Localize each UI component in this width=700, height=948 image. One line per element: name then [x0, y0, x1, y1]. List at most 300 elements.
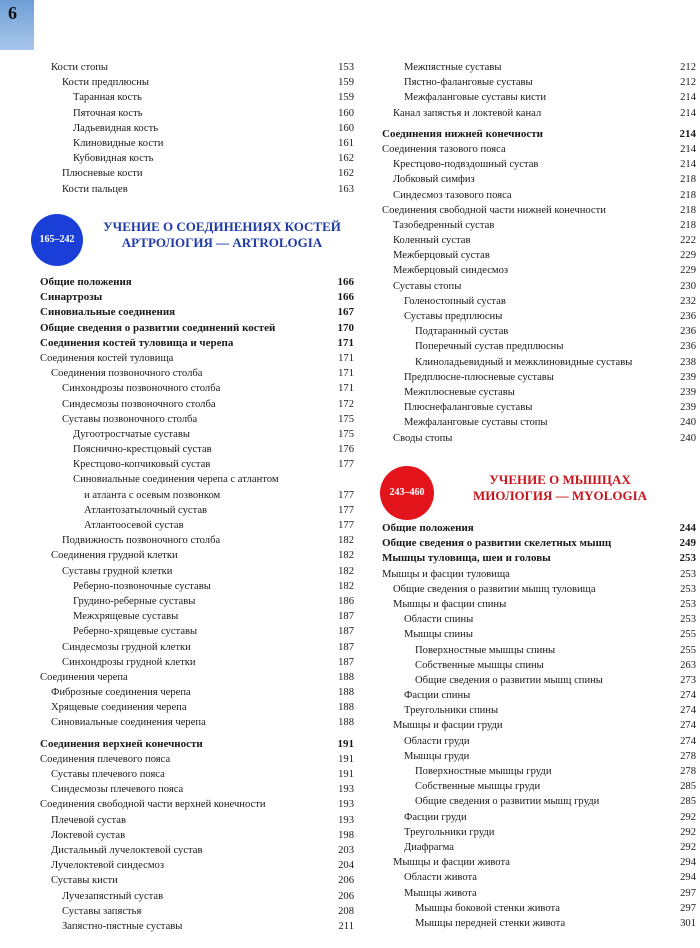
- toc-entry-title: Соединения свободной части нижней конечности: [382, 204, 606, 216]
- toc-entry: [382, 248, 696, 263]
- toc-entry-page: 187: [338, 641, 354, 653]
- toc-entry-page: 274: [680, 720, 696, 732]
- toc-entry: [382, 810, 696, 825]
- toc-entry: [40, 442, 354, 457]
- toc-entry: [40, 60, 354, 75]
- toc-entry-page: 166: [337, 291, 354, 304]
- artrology-page-range-badge: 165–242: [31, 214, 83, 266]
- toc-entry-page: 263: [680, 659, 696, 671]
- miology-title-line1: УЧЕНИЕ О МЫШЦАХ: [489, 472, 631, 487]
- toc-entry-title: Грудино-реберные суставы: [73, 595, 196, 607]
- toc-entry-title: Таранная кость: [73, 92, 142, 104]
- toc-entry-page: 239: [680, 371, 696, 383]
- toc-entry: [40, 533, 354, 548]
- toc-entry-title: Мышцы спины: [404, 629, 473, 641]
- artrology-section-header: [40, 209, 354, 265]
- toc-entry-title: Лобковый симфиз: [393, 174, 475, 186]
- toc-entry: [382, 106, 696, 121]
- toc-entry-title: Крестцово-подвздошный сустав: [393, 159, 539, 171]
- toc-entry: [40, 828, 354, 843]
- toc-entry-page: 211: [338, 920, 354, 932]
- toc-entry-title: Подвижность позвоночного столба: [62, 535, 221, 547]
- toc-entry-page: 170: [337, 321, 354, 334]
- toc-entry: [40, 90, 354, 105]
- toc-entry-title: Общие сведения о развитии мышц груди: [415, 796, 600, 808]
- toc-entry: [382, 521, 696, 536]
- toc-entry: [40, 275, 354, 290]
- toc-entry: [40, 397, 354, 412]
- toc-entry: [40, 472, 354, 487]
- toc-entry-title: Синартрозы: [40, 291, 103, 304]
- toc-entry-title: Кубовидная кость: [73, 153, 154, 165]
- toc-entry-page: 166: [337, 276, 354, 288]
- toc-entry-title: Дугоотростчатые суставы: [73, 428, 191, 440]
- toc-entry: [382, 233, 696, 248]
- toc-entry: [40, 305, 354, 320]
- toc-entry: [40, 290, 354, 305]
- toc-entry-page: 218: [680, 204, 696, 216]
- toc-entry-page: 292: [680, 841, 696, 853]
- toc-entry-title: Предплюсне-плюсневые суставы: [404, 371, 554, 383]
- toc-entry: [40, 873, 354, 888]
- left-column-entries: [40, 275, 354, 934]
- toc-entry: [40, 767, 354, 782]
- toc-entry: [382, 60, 696, 75]
- toc-entry-page: 214: [680, 107, 696, 119]
- toc-entry: [40, 752, 354, 767]
- toc-entry-title: Кости предплюсны: [62, 77, 150, 89]
- toc-entry-title: Синхондрозы позвоночного столба: [62, 383, 221, 395]
- toc-entry: [382, 415, 696, 430]
- toc-entry: [382, 734, 696, 749]
- toc-entry-title: Мышцы и фасции груди: [393, 720, 503, 732]
- toc-entry-page: 297: [680, 902, 696, 914]
- toc-entry-page: 204: [338, 860, 354, 872]
- toc-entry-page: 285: [680, 796, 696, 808]
- toc-entry: [40, 609, 354, 624]
- toc-entry-title: Межберцовый сустав: [393, 250, 490, 262]
- toc-entry-title: Общие сведения о развитии скелетных мышц: [382, 537, 612, 550]
- toc-entry-page: 193: [338, 784, 354, 796]
- toc-entry-page: 218: [680, 219, 696, 231]
- toc-entry-title: Мышцы груди: [404, 750, 470, 762]
- miology-title: [442, 472, 678, 504]
- toc-entry-title: Коленный сустав: [393, 235, 471, 247]
- toc-entry-title: Плюснефаланговые суставы: [404, 402, 533, 414]
- toc-entry-page: 274: [680, 705, 696, 717]
- toc-entry: [382, 142, 696, 157]
- toc-entry-page: 229: [680, 265, 696, 277]
- toc-entry-page: 171: [338, 368, 354, 380]
- toc-entry-page: 239: [680, 386, 696, 398]
- toc-entry-title: Поперечный сустав предплюсны: [415, 341, 564, 353]
- toc-entry-page: 162: [338, 153, 354, 165]
- toc-entry-page: 285: [680, 781, 696, 793]
- toc-entry-title: Мышцы и фасции живота: [393, 857, 510, 869]
- toc-entry-page: 214: [680, 143, 696, 155]
- toc-entry-title: Синдесмозы грудной клетки: [62, 641, 191, 653]
- toc-entry-page: 206: [338, 890, 354, 902]
- toc-entry-title: Общие сведения о развитии мышц туловища: [393, 583, 596, 595]
- toc-entry: [40, 518, 354, 533]
- toc-entry-title: Соединения нижней конечности: [382, 127, 543, 140]
- toc-entry-title: Треугольники спины: [404, 705, 499, 717]
- toc-entry: [382, 294, 696, 309]
- toc-entry: [40, 106, 354, 121]
- toc-entry-title: Фасции спины: [404, 690, 471, 702]
- toc-entry: [382, 203, 696, 218]
- toc-entry-title: Соединения костей туловища и черепа: [40, 336, 234, 349]
- toc-entry-title: Синовиальные соединения: [40, 306, 176, 319]
- toc-entry-page: 171: [337, 336, 354, 349]
- toc-entry-page: 182: [338, 565, 354, 577]
- toc-entry-title: Кости стопы: [51, 62, 109, 73]
- toc-entry: [40, 670, 354, 685]
- toc-entry-title: и атланта с осевым позвонком: [84, 489, 221, 501]
- toc-entry-title: Суставы стопы: [393, 280, 462, 292]
- toc-entry-page: 176: [338, 444, 354, 456]
- toc-entry-page: 236: [680, 326, 696, 338]
- toc-entry-page: 236: [680, 311, 696, 322]
- toc-entry-page: 278: [680, 750, 696, 762]
- toc-entry-page: 214: [679, 127, 696, 140]
- toc-entry-title: Суставы плечевого пояса: [51, 769, 165, 780]
- toc-entry: [40, 151, 354, 166]
- toc-entry: [40, 336, 354, 351]
- toc-entry-title: Мышцы передней стенки живота: [415, 917, 566, 929]
- toc-entry: [40, 624, 354, 639]
- toc-entry-page: 182: [338, 535, 354, 547]
- toc-entry: [40, 889, 354, 904]
- toc-entry-page: 160: [338, 122, 354, 134]
- toc-entry: [40, 797, 354, 812]
- toc-entry-page: 274: [680, 690, 696, 702]
- toc-entry-title: Пяточная кость: [73, 107, 143, 119]
- toc-entry-title: Крестцово-копчиковый сустав: [73, 459, 211, 471]
- toc-entry: [40, 457, 354, 472]
- toc-entry-title: Межфаланговые суставы стопы: [404, 417, 548, 429]
- toc-entry-page: 240: [680, 432, 696, 444]
- toc-entry: [40, 366, 354, 381]
- toc-entry-page: 292: [680, 826, 696, 838]
- page-number-tab: [0, 0, 34, 50]
- toc-entry-title: Области живота: [404, 872, 477, 884]
- toc-entry: [382, 673, 696, 688]
- toc-entry: [40, 412, 354, 427]
- toc-entry-title: Атлантозатылочный сустав: [84, 504, 208, 516]
- toc-entry-page: 255: [680, 644, 696, 656]
- toc-entry-title: Синдесмоз тазового пояса: [393, 189, 512, 201]
- toc-entry-title: Кости пальцев: [62, 183, 128, 195]
- toc-entry-page: 232: [680, 295, 696, 307]
- toc-entry: [40, 579, 354, 594]
- toc-entry-page: 182: [338, 580, 354, 592]
- toc-entry: [382, 825, 696, 840]
- toc-entry: [40, 427, 354, 442]
- toc-entry-page: 163: [338, 183, 354, 195]
- toc-entry: [40, 858, 354, 873]
- toc-entry-page: 177: [338, 459, 354, 471]
- toc-entry-page: 294: [680, 857, 696, 869]
- toc-entry-page: 191: [337, 737, 354, 750]
- toc-entry-page: 188: [338, 671, 354, 683]
- toc-entry-page: 274: [680, 735, 696, 747]
- toc-entry-page: 177: [338, 489, 354, 501]
- toc-entry-page: 172: [338, 398, 354, 410]
- toc-entry-title: Мышцы и фасции туловища: [382, 568, 510, 580]
- toc-entry: [40, 919, 354, 934]
- toc-entry: [40, 782, 354, 797]
- toc-entry-page: 208: [338, 905, 354, 917]
- toc-entry-page: 171: [338, 383, 354, 395]
- toc-entry-title: Собственные мышцы спины: [415, 659, 544, 671]
- toc-entry-page: 187: [338, 611, 354, 623]
- toc-entry-title: Фасции груди: [404, 811, 467, 823]
- toc-entry-title: Фиброзные соединения черепа: [51, 687, 191, 699]
- artrology-title-line1: УЧЕНИЕ О СОЕДИНЕНИЯХ КОСТЕЙ: [103, 219, 341, 234]
- toc-entry: [382, 901, 696, 916]
- toc-entry-title: Запястно-пястные суставы: [62, 920, 183, 932]
- toc-entry-page: 193: [338, 799, 354, 811]
- toc-entry-page: 187: [338, 626, 354, 638]
- toc-entry-page: 160: [338, 107, 354, 119]
- toc-entry: [40, 182, 354, 197]
- toc-entry-title: Суставы грудной клетки: [62, 565, 173, 577]
- toc-entry-title: Соединения грудной клетки: [51, 550, 178, 562]
- toc-entry: [382, 886, 696, 901]
- toc-entry-title: Межфаланговые суставы кисти: [404, 92, 547, 104]
- toc-entry-title: Межхрящевые суставы: [73, 611, 179, 623]
- toc-entry-page: 187: [338, 656, 354, 668]
- toc-entry: [382, 718, 696, 733]
- toc-entry: [382, 400, 696, 415]
- toc-entry-page: 212: [680, 62, 696, 73]
- toc-entry-page: 182: [338, 550, 354, 562]
- toc-entry-title: Лучезапястный сустав: [62, 890, 164, 902]
- toc-entry-page: 162: [338, 168, 354, 180]
- toc-entry: [382, 794, 696, 809]
- toc-entry: [382, 703, 696, 718]
- toc-entry: [40, 351, 354, 366]
- toc-entry: [382, 324, 696, 339]
- toc-entry-page: 292: [680, 811, 696, 823]
- toc-entry: [40, 843, 354, 858]
- toc-entry-title: Соединения верхней конечности: [40, 737, 203, 750]
- toc-entry: [40, 640, 354, 655]
- toc-entry: [382, 385, 696, 400]
- toc-entry-title: Пояснично-крестцовый сустав: [73, 444, 212, 456]
- toc-entry-page: 193: [338, 814, 354, 826]
- toc-entry-page: 214: [680, 92, 696, 104]
- toc-entry-title: Поверхностные мышцы спины: [415, 644, 556, 656]
- toc-entry-page: 273: [680, 674, 696, 686]
- toc-entry-page: 294: [680, 872, 696, 884]
- toc-entry-title: Синовиальные соединения черепа: [51, 717, 206, 729]
- toc-entry-title: Суставы кисти: [51, 875, 118, 887]
- toc-entry-title: Мышцы боковой стенки живота: [415, 902, 560, 914]
- toc-entry-title: Тазобедренный сустав: [393, 219, 495, 231]
- toc-entry: [382, 431, 696, 446]
- toc-entry-page: 255: [680, 629, 696, 641]
- toc-entry: [40, 813, 354, 828]
- toc-entry-page: 171: [338, 352, 354, 364]
- toc-entry-page: 188: [338, 717, 354, 729]
- toc-entry-title: Атлантоосевой сустав: [84, 520, 184, 531]
- toc-entry: [382, 355, 696, 370]
- left-column-top: [40, 60, 354, 197]
- toc-entry-page: 222: [680, 235, 696, 247]
- toc-entry: [382, 582, 696, 597]
- toc-entry-page: 177: [338, 504, 354, 516]
- toc-entry: [382, 597, 696, 612]
- toc-entry-title: Общие положения: [40, 276, 132, 288]
- toc-entry: [382, 840, 696, 855]
- toc-entry-title: Своды стопы: [393, 432, 453, 444]
- toc-entry-page: 253: [680, 583, 696, 595]
- toc-entry-page: 175: [338, 428, 354, 440]
- toc-entry-title: Соединения черепа: [40, 671, 128, 683]
- toc-entry-page: 253: [680, 614, 696, 626]
- toc-entry: [40, 564, 354, 579]
- toc-entry-page: 161: [338, 137, 354, 149]
- toc-entry: [382, 263, 696, 278]
- toc-entry-page: 253: [679, 552, 696, 565]
- miology-section-header: [382, 462, 696, 522]
- toc-entry-page: 238: [680, 356, 696, 368]
- toc-entry: [40, 503, 354, 518]
- toc-entry-title: Соединения позвоночного столба: [51, 368, 203, 380]
- toc-entry: [382, 188, 696, 203]
- toc-entry: [40, 715, 354, 730]
- toc-entry-title: Общие положения: [382, 522, 474, 534]
- toc-entry-page: 186: [338, 595, 354, 607]
- toc-entry-page: 153: [338, 62, 354, 73]
- toc-entry-page: 159: [338, 92, 354, 104]
- toc-entry-title: Диафрагма: [404, 841, 454, 853]
- toc-entry: [40, 75, 354, 90]
- toc-entry-title: Локтевой сустав: [51, 829, 126, 841]
- toc-entry-title: Соединения костей туловища: [40, 352, 174, 364]
- toc-entry: [382, 90, 696, 105]
- toc-entry-title: Пястно-фаланговые суставы: [404, 77, 533, 89]
- toc-entry: [382, 127, 696, 142]
- toc-entry-page: 230: [680, 280, 696, 292]
- toc-entry: [382, 309, 696, 324]
- toc-entry-title: Поверхностные мышцы груди: [415, 766, 552, 777]
- toc-entry-title: Области спины: [404, 614, 474, 626]
- toc-entry-title: Суставы позвоночного столба: [62, 413, 198, 425]
- toc-entry-title: Межберцовый синдесмоз: [393, 265, 509, 277]
- toc-entry: [40, 488, 354, 503]
- toc-entry-page: 278: [680, 766, 696, 777]
- toc-entry-title: Общие сведения о развитии мышц спины: [415, 674, 603, 686]
- toc-entry: [382, 916, 696, 931]
- toc-entry-title: Мышцы и фасции спины: [393, 598, 507, 610]
- toc-entry: [382, 157, 696, 172]
- toc-entry: [382, 855, 696, 870]
- toc-entry-title: Плечевой сустав: [51, 814, 126, 826]
- toc-entry-title: Мышцы живота: [404, 887, 477, 899]
- toc-entry-page: 188: [338, 687, 354, 699]
- toc-entry-page: 206: [338, 875, 354, 887]
- toc-entry: [40, 594, 354, 609]
- toc-entry: [382, 218, 696, 233]
- toc-entry-page: 249: [679, 537, 696, 550]
- toc-entry-title: Треугольники груди: [404, 826, 495, 838]
- toc-entry-title: Синовиальные соединения черепа с атлантом: [73, 474, 279, 486]
- page-number: 6: [8, 3, 17, 23]
- toc-entry-page: 203: [338, 844, 354, 856]
- toc-entry-page: 244: [679, 522, 696, 534]
- artrology-title-line2: АРТРОЛОГИЯ — ARTROLOGIA: [121, 235, 323, 250]
- toc-entry: [40, 685, 354, 700]
- toc-entry-page: 177: [338, 520, 354, 531]
- toc-entry-title: Плюсневые кости: [62, 168, 143, 180]
- toc-entry-page: 297: [680, 887, 696, 899]
- miology-page-range-badge: 243–460: [380, 466, 434, 520]
- toc-entry-title: Соединения плечевого пояса: [40, 753, 171, 765]
- toc-entry-title: Мышцы туловища, шеи и головы: [382, 552, 551, 565]
- toc-entry: [40, 136, 354, 151]
- toc-entry: [40, 700, 354, 715]
- toc-entry-page: 191: [338, 753, 354, 765]
- right-column-entries: [382, 521, 696, 931]
- toc-entry-page: 175: [338, 413, 354, 425]
- toc-entry-title: Синхондрозы грудной клетки: [62, 656, 196, 668]
- toc-entry: [40, 548, 354, 563]
- toc-entry-page: 188: [338, 702, 354, 714]
- toc-entry: [382, 339, 696, 354]
- toc-entry-title: Дистальный лучелоктевой сустав: [51, 844, 203, 856]
- toc-entry: [382, 643, 696, 658]
- toc-entry-title: Суставы запястья: [62, 905, 142, 917]
- toc-entry-page: 218: [680, 189, 696, 201]
- toc-entry-title: Области груди: [404, 735, 470, 747]
- toc-entry: [40, 121, 354, 136]
- toc-entry-page: 198: [338, 829, 354, 841]
- toc-entry-page: 301: [680, 917, 696, 929]
- toc-entry-page: 253: [680, 568, 696, 580]
- toc-entry-page: 236: [680, 341, 696, 353]
- toc-entry: [382, 279, 696, 294]
- toc-entry-page: 167: [337, 306, 354, 319]
- toc-entry-title: Соединения тазового пояса: [382, 143, 506, 155]
- toc-entry-title: Синдесмозы плечевого пояса: [51, 784, 184, 796]
- toc-entry: [382, 612, 696, 627]
- toc-entry-title: Межплюсневые суставы: [404, 386, 515, 398]
- toc-entry-page: 214: [680, 159, 696, 171]
- toc-entry-page: 159: [338, 77, 354, 89]
- toc-entry-page: 212: [680, 77, 696, 89]
- toc-entry-title: Канал запястья и локтевой канал: [393, 107, 542, 119]
- toc-entry: [40, 381, 354, 396]
- toc-entry: [382, 658, 696, 673]
- toc-entry: [382, 870, 696, 885]
- toc-entry: [382, 627, 696, 642]
- toc-entry: [382, 779, 696, 794]
- toc-entry-title: Реберно-позвоночные суставы: [73, 580, 211, 592]
- toc-entry-title: Собственные мышцы груди: [415, 781, 541, 793]
- artrology-title: [90, 219, 354, 251]
- toc-entry: [40, 904, 354, 919]
- toc-entry: [382, 749, 696, 764]
- toc-entry-title: Реберно-хрящевые суставы: [73, 626, 198, 638]
- toc-entry-title: Голеностопный сустав: [404, 295, 506, 307]
- toc-entry-title: Межпястные суставы: [404, 62, 502, 73]
- toc-entry-title: Суставы предплюсны: [404, 311, 503, 322]
- toc-entry: [382, 551, 696, 566]
- toc-entry: [40, 321, 354, 336]
